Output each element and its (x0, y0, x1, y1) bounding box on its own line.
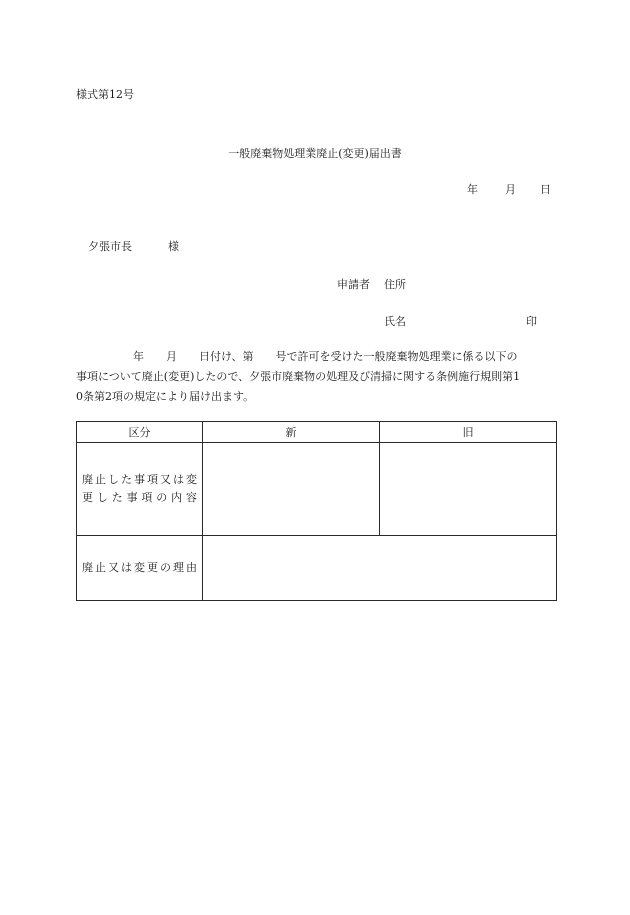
reason-label: 廃止又は変更の理由 (77, 536, 203, 601)
change-details-table (76, 421, 557, 601)
reason-content-cell[interactable] (203, 536, 557, 601)
table-row (77, 443, 557, 536)
address-label: 住所 (384, 278, 406, 291)
body-line: 事項について廃止(変更)したので、夕張市廃棄物の処理及び清掃に関する条例施行規則第1 (76, 370, 521, 383)
body-line: 年 月 日付け、第 号で許可を受けた一般廃棄物処理業に係る以下の (133, 350, 518, 363)
body-line: 0条第2項の規定により届け出ます。 (76, 390, 255, 403)
form-number: 様式第12号 (76, 88, 134, 101)
table-row (77, 536, 557, 601)
label-line: 廃止した事項又は変 (82, 473, 197, 486)
header-category: 区分 (77, 422, 203, 443)
addressee (88, 238, 179, 254)
header-old: 旧 (380, 422, 557, 443)
applicant-label: 申請者 (337, 278, 370, 291)
date-month-label: 月 (505, 183, 516, 196)
body-text (76, 347, 558, 407)
old-content-cell[interactable] (380, 443, 557, 536)
name-label: 氏名 (384, 315, 406, 328)
table-header-row (77, 422, 557, 443)
date-year-label: 年 (467, 183, 478, 196)
label-line: 更した事項の内容 (82, 491, 197, 504)
date-day-label: 日 (540, 183, 551, 196)
changed-items-label (77, 443, 203, 536)
seal-label: 印 (526, 315, 537, 328)
addressee-honorific: 様 (168, 240, 179, 253)
header-new: 新 (203, 422, 380, 443)
addressee-name: 夕張市長 (88, 240, 132, 253)
document-title: 一般廃棄物処理業廃止(変更)届出書 (228, 147, 402, 160)
new-content-cell[interactable] (203, 443, 380, 536)
